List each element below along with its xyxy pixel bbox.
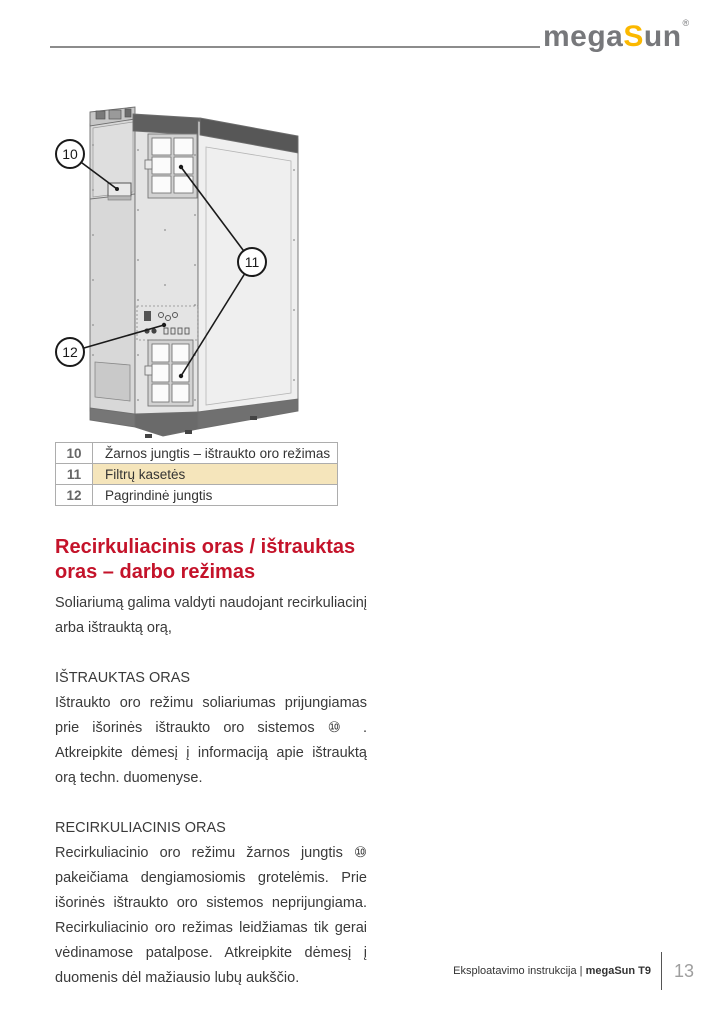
callout-10-label: 10 xyxy=(62,146,78,162)
callout-10 xyxy=(56,140,84,168)
parts-table xyxy=(55,442,338,506)
section-title-extracted-air: IŠTRAUKTAS ORAS xyxy=(55,670,191,686)
part-number: 12 xyxy=(56,485,93,506)
part-label: Žarnos jungtis – ištraukto oro režimas xyxy=(93,443,338,464)
intro-paragraph: Soliariumą galima valdyti naudojant recirkuliacinį arba ištrauktą orą, xyxy=(55,595,367,636)
registered-trademark-icon: ® xyxy=(682,18,690,28)
part-label: Filtrų kasetės xyxy=(93,464,338,485)
section-body-extracted-air: Ištraukto oro režimu soliariumas prijungiamas prie išorinės ištraukto oro sistemos ⑩ . Atkreipkite dėmesį į informaciją apie ištrauktą orą techn. duomenyse. xyxy=(55,695,367,786)
page-footer xyxy=(0,950,724,992)
device-figure xyxy=(45,100,325,440)
lower-filter-cassette xyxy=(145,340,193,406)
page-number: 13 xyxy=(673,960,695,981)
logo-text-s: S xyxy=(623,20,644,53)
content-column xyxy=(55,535,367,991)
vent-recess xyxy=(95,362,130,401)
footer-text xyxy=(453,965,651,977)
header-rule xyxy=(50,46,540,48)
table-row xyxy=(56,443,338,464)
part-label: Pagrindinė jungtis xyxy=(93,485,338,506)
footer-brand: megaSun T9 xyxy=(585,965,651,977)
megasun-logo xyxy=(543,18,690,54)
table-row xyxy=(56,485,338,506)
logo-text-mega: mega xyxy=(543,20,624,53)
part-number: 11 xyxy=(56,464,93,485)
cabinet-left-panel xyxy=(90,107,135,418)
callout-12 xyxy=(56,338,84,366)
part-number: 10 xyxy=(56,443,93,464)
upper-filter-cassette xyxy=(145,134,197,198)
section-title-recirculated-air: RECIRKULIACINIS ORAS xyxy=(55,820,226,836)
callout-11 xyxy=(238,248,266,276)
logo-text-un: un xyxy=(643,20,682,53)
table-row-highlighted xyxy=(56,464,338,485)
section-body-recirculated-air: Recirkuliacinio oro režimu žarnos jungtis ⑩ pakeičiama dengiamosiomis grotelėmis. Prie išorinės ištraukto oro sistemos neprijungiama. Recirkuliacinio oro režimas leidžiamas tik gerai vėdinamose patalpose. Atkreipkite dėmesį į duomenis dėl mažiausio lubų aukščio. xyxy=(55,845,367,986)
footer-divider xyxy=(661,952,662,990)
page-title: Recirkuliacinis oras / ištrauktas oras – darbo režimas xyxy=(55,536,356,583)
footer-document-label: Eksploatavimo instrukcija | xyxy=(453,965,586,977)
callout-12-label: 12 xyxy=(62,344,78,360)
callout-11-label: 11 xyxy=(244,254,260,270)
